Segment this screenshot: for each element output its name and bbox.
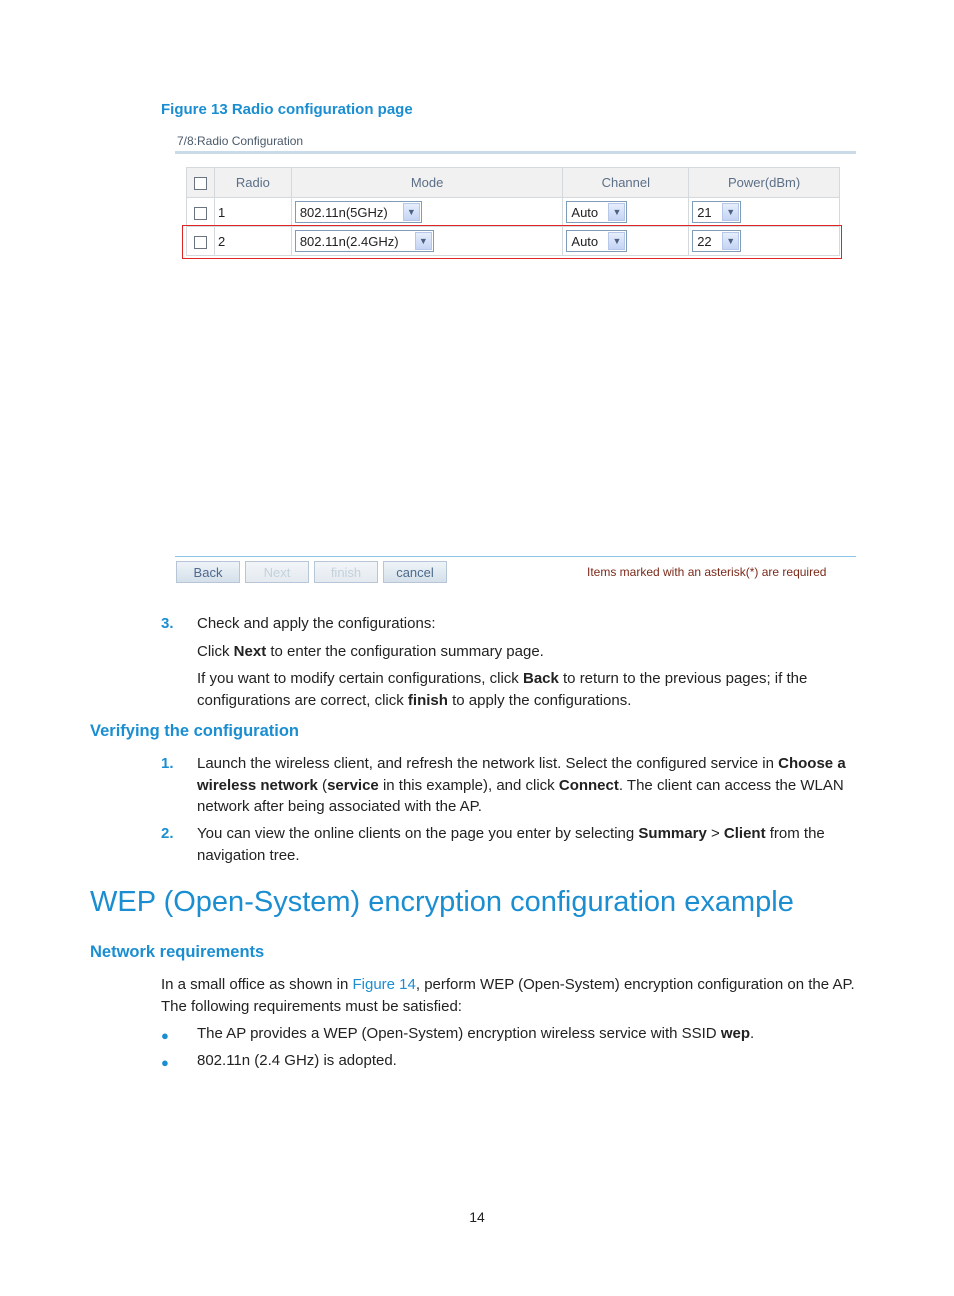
text-run: The AP provides a WEP (Open-System) encryption wireless service with SSID <box>197 1025 721 1042</box>
text-run: > <box>706 825 724 842</box>
page-number: 14 <box>469 1209 485 1225</box>
required-note: Items marked with an asterisk(*) are required <box>587 565 827 579</box>
requirement-item <box>197 1023 754 1045</box>
row-checkbox-cell[interactable] <box>187 198 215 227</box>
text-run: If you want to modify certain configurations, click <box>197 670 523 687</box>
text-run: to enter the configuration summary page. <box>266 643 544 660</box>
channel-select-value: Auto <box>571 233 599 249</box>
text-run-bold: Choose a <box>778 755 846 772</box>
select-all-cell[interactable] <box>187 168 215 198</box>
chevron-down-icon[interactable]: ▼ <box>608 232 625 250</box>
footer-divider <box>175 556 856 557</box>
text-run: from the <box>765 825 825 842</box>
text-run-bold: service <box>327 776 379 794</box>
text-run: Launch the wireless client, and refresh the network list. Select the configured service in <box>197 755 779 772</box>
text-run-bold: Next <box>233 643 267 660</box>
text-run: to apply the configurations. <box>447 691 632 709</box>
select-all-checkbox[interactable] <box>194 177 207 190</box>
text-run-bold: Client <box>723 825 766 842</box>
table-header-row <box>187 168 840 198</box>
section-title: WEP (Open-System) encryption configuration example <box>90 886 794 918</box>
cancel-button[interactable]: cancel <box>383 561 447 583</box>
column-header-power: Power(dBm) <box>689 168 840 198</box>
mode-select-value: 802.11n(5GHz) <box>299 204 388 220</box>
text-run: . The client can access the WLAN <box>618 776 844 794</box>
text-run: navigation tree. <box>197 846 300 864</box>
step-detail <box>197 641 544 663</box>
text-run: to return to the previous pages; if the <box>558 670 808 687</box>
figure-caption: Figure 13 Radio configuration page <box>161 101 413 118</box>
chevron-down-icon[interactable]: ▼ <box>722 203 739 221</box>
text-run: configurations are correct, click <box>197 691 408 709</box>
text-run: , perform WEP (Open-System) encryption configuration on the AP. <box>415 976 855 993</box>
mode-select[interactable] <box>295 201 422 223</box>
text-run-bold: finish <box>407 691 448 709</box>
chevron-down-icon[interactable]: ▼ <box>722 232 739 250</box>
step-number: 1. <box>161 755 174 772</box>
step-number: 3. <box>161 615 174 632</box>
power-select[interactable] <box>692 201 741 223</box>
finish-button[interactable]: finish <box>314 561 378 583</box>
next-button[interactable]: Next <box>245 561 309 583</box>
text-run-bold: Summary <box>638 825 707 842</box>
bullet-icon: ● <box>161 1055 169 1070</box>
verify-item-1 <box>197 753 877 818</box>
text-run: ( <box>317 776 328 794</box>
table-row <box>187 198 840 227</box>
step-number: 2. <box>161 825 174 842</box>
power-select-value: 21 <box>697 204 712 220</box>
row-highlight-box <box>182 225 842 259</box>
column-header-radio: Radio <box>214 168 291 198</box>
column-header-mode: Mode <box>291 168 563 198</box>
channel-select[interactable] <box>566 201 627 223</box>
text-run: network after being associated with the AP. <box>197 798 482 815</box>
text-run: Click <box>197 643 234 660</box>
chevron-down-icon[interactable]: ▼ <box>608 203 625 221</box>
text-run: in this example), and click <box>378 776 559 794</box>
chevron-down-icon[interactable]: ▼ <box>415 232 432 250</box>
text-run-bold: wep <box>720 1025 750 1042</box>
radio-id: 2 <box>214 227 291 256</box>
row-checkbox[interactable] <box>194 207 207 220</box>
text-run-bold: Back <box>522 670 559 687</box>
text-run-bold: Connect <box>558 776 619 794</box>
power-cell <box>689 198 840 227</box>
text-run: . <box>750 1025 755 1042</box>
network-intro <box>161 974 881 1017</box>
text-run: The following requirements must be satisfied: <box>161 997 462 1015</box>
mode-cell <box>291 198 563 227</box>
back-button[interactable]: Back <box>176 561 240 583</box>
bullet-icon: ● <box>161 1028 169 1043</box>
step-text: Check and apply the configurations: <box>197 615 436 632</box>
chevron-down-icon[interactable]: ▼ <box>403 203 420 221</box>
step-detail <box>197 668 857 711</box>
text-run: In a small office as shown in <box>161 976 353 993</box>
text-run-bold: wireless network <box>197 776 318 794</box>
channel-select-value: Auto <box>571 204 599 220</box>
panel-title: 7/8:Radio Configuration <box>177 134 304 148</box>
column-header-channel: Channel <box>563 168 689 198</box>
power-select-value: 22 <box>697 233 712 249</box>
channel-cell <box>563 198 689 227</box>
network-heading: Network requirements <box>90 943 265 961</box>
text-run: You can view the online clients on the page you enter by selecting <box>197 825 639 842</box>
mode-select-value: 802.11n(2.4GHz) <box>299 233 399 249</box>
verify-heading: Verifying the configuration <box>90 722 300 740</box>
figure-link[interactable]: Figure 14 <box>352 976 416 993</box>
requirement-item: 802.11n (2.4 GHz) is adopted. <box>197 1052 397 1069</box>
verify-item-2 <box>197 823 877 866</box>
radio-id: 1 <box>214 198 291 227</box>
panel-title-divider <box>175 151 856 154</box>
